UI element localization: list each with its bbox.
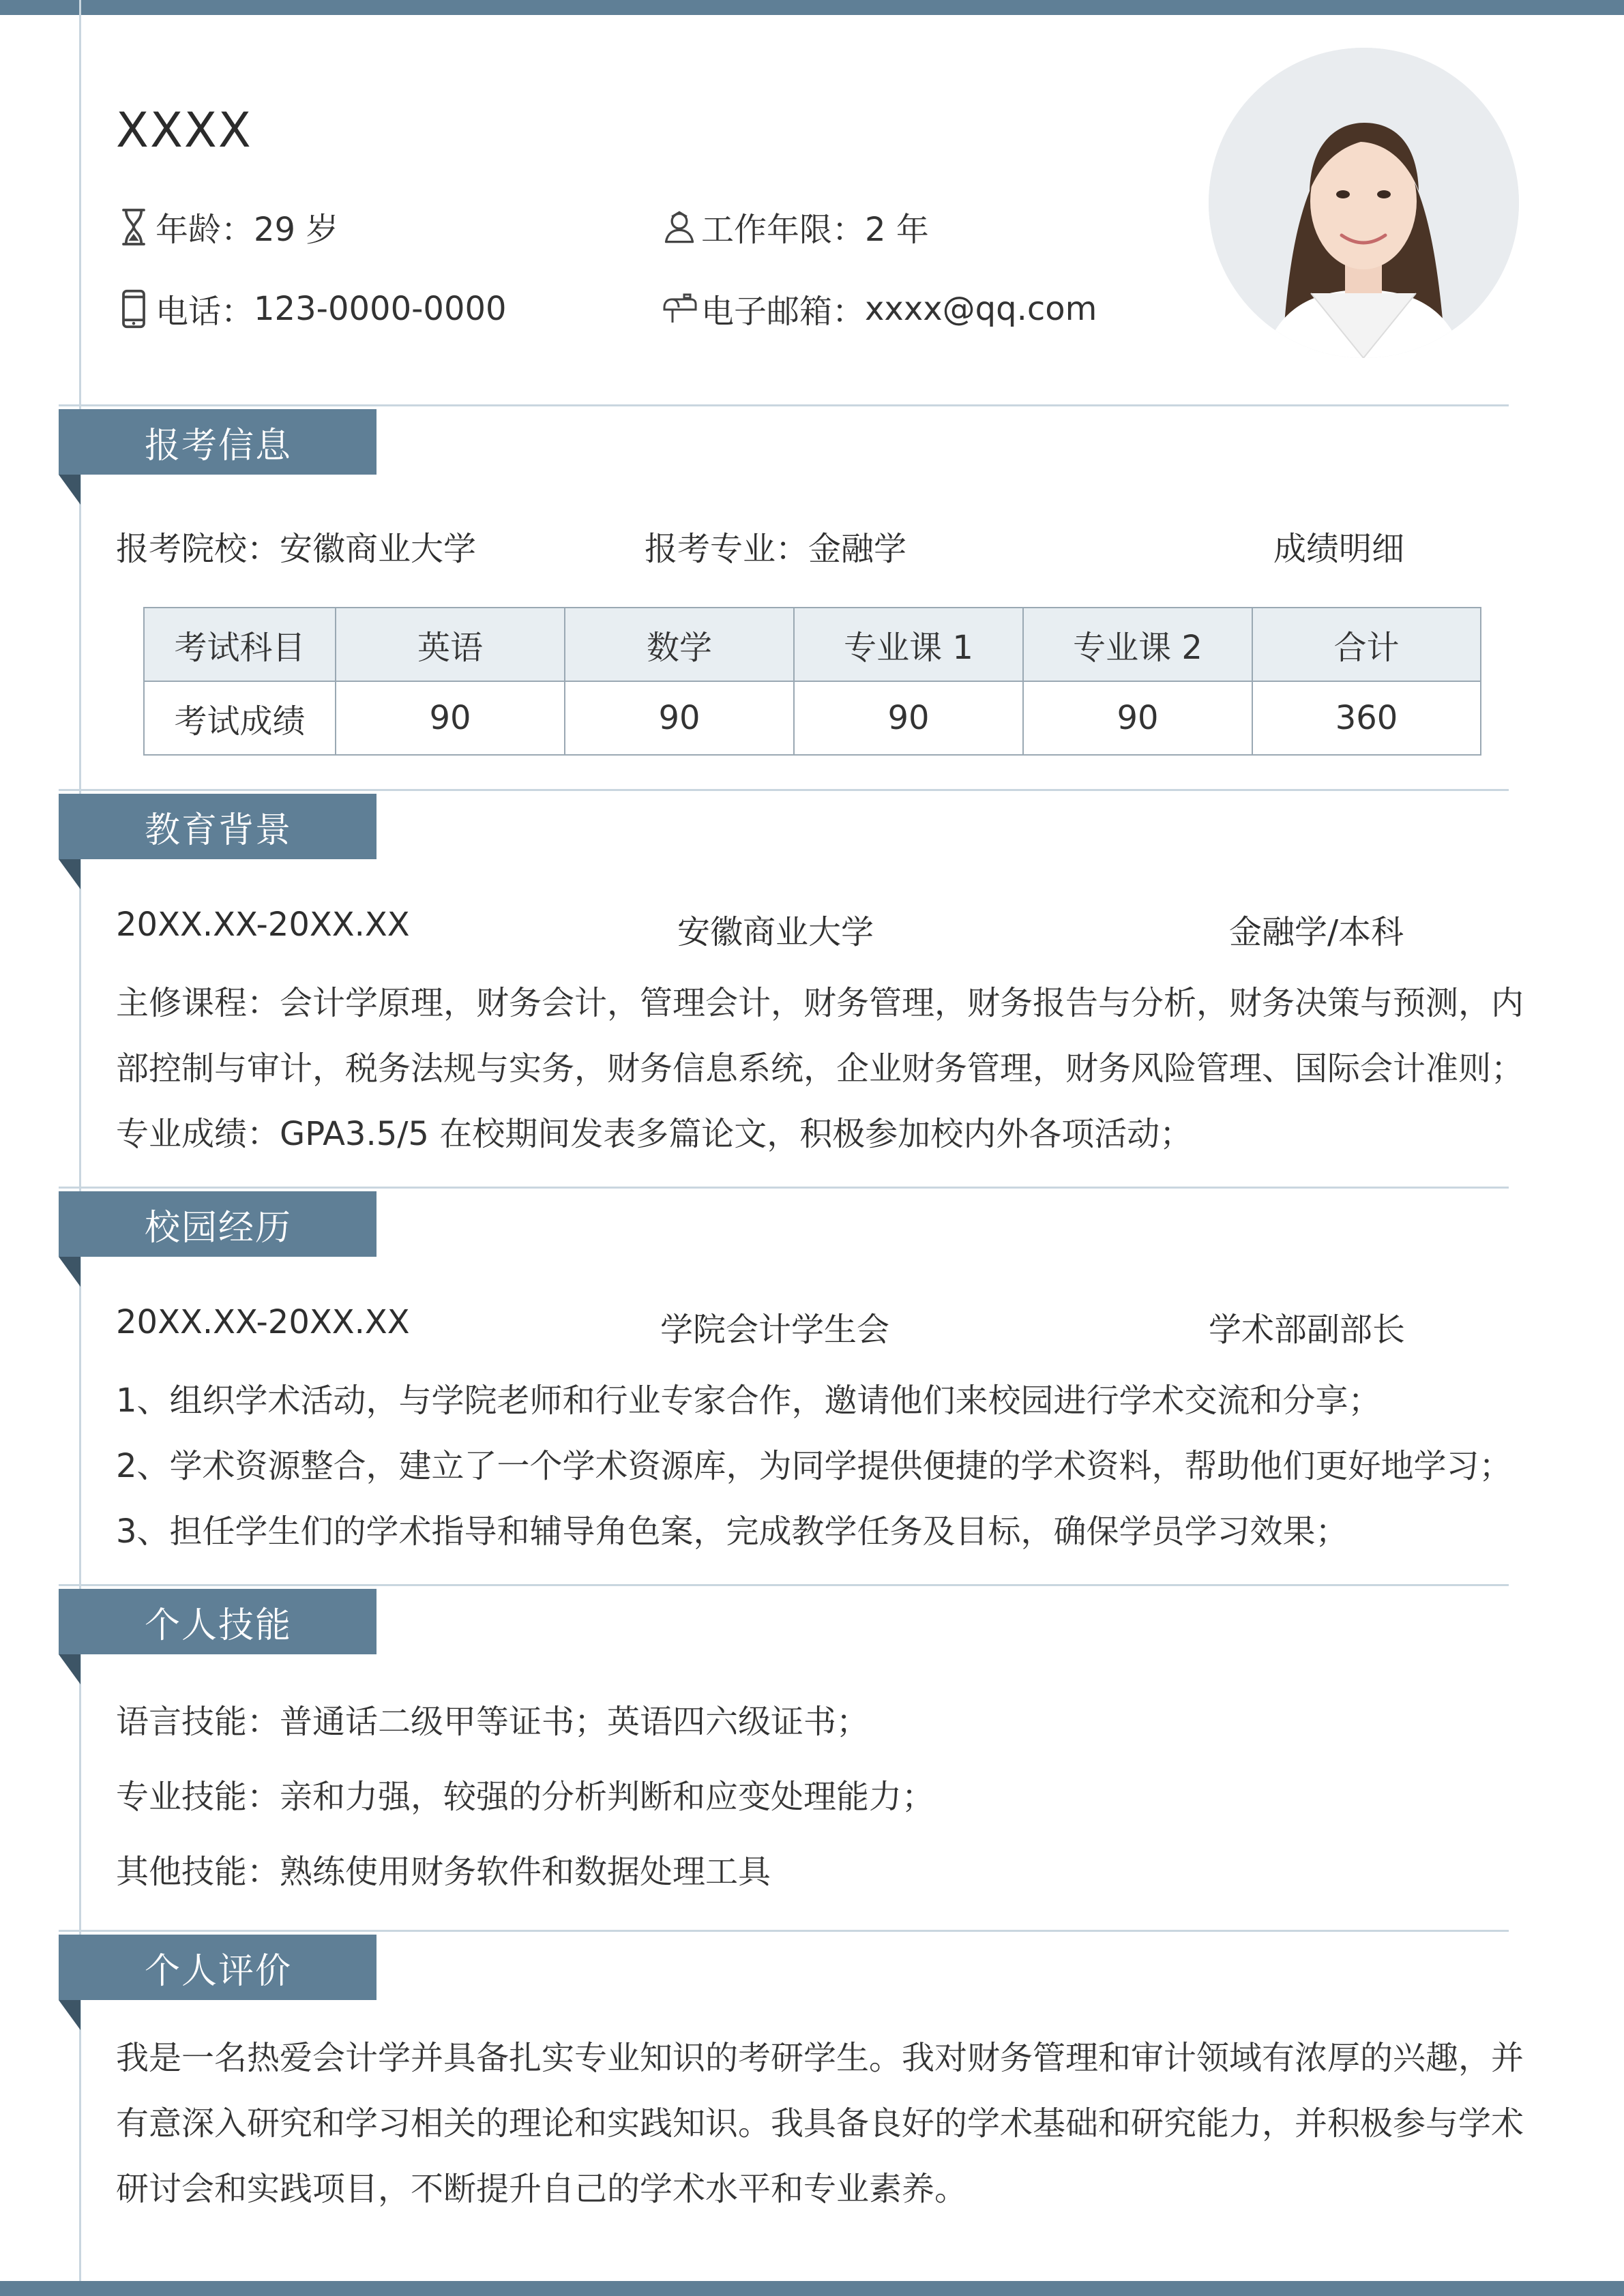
table-header-cell: 考试科目 [144,608,336,681]
table-header-row [144,608,1481,681]
table-header-cell: 数学 [565,608,794,681]
section-fold [59,1654,80,1684]
table-cell: 90 [336,681,565,755]
campus-line: 3、担任学生们的学术指导和辅导角色案，完成教学任务及目标，确保学员学习效果； [116,1512,1348,1551]
profile-photo [1209,48,1519,358]
top-accent-bar [0,0,1624,15]
section-divider [59,1584,1509,1586]
education-degree: 金融学/本科 [1229,913,1404,951]
hourglass-icon [116,207,151,248]
work-years-label: 工作年限： [701,211,866,249]
section-divider [59,1930,1509,1932]
user-icon [662,207,697,248]
score-table [143,607,1481,756]
evaluation-line: 有意深入研究和学习相关的理论和实践知识。我具备良好的学术基础和研究能力，并积极参与学术 [116,2104,1524,2143]
section-title-education: 教育背景 [59,794,377,859]
phone-value: 123-0000-0000 [254,289,507,328]
work-years-info [662,203,929,250]
campus-line: 2、学术资源整合，建立了一个学术资源库，为同学提供便捷的学术资料，帮助他们更好地学习； [116,1447,1512,1485]
section-title-evaluation: 个人评价 [59,1935,377,2000]
table-header-cell: 专业课 1 [794,608,1023,681]
table-cell: 360 [1252,681,1481,755]
campus-org: 学院会计学生会 [660,1311,890,1349]
section-divider [59,789,1509,791]
apply-major-value: 金融学 [808,530,907,568]
email-value: xxxx@qq.com [865,289,1097,328]
campus-role: 学术部副部长 [1209,1311,1406,1349]
evaluation-line: 研讨会和实践项目，不断提升自己的学术水平和专业素养。 [116,2170,968,2208]
table-header-cell: 合计 [1252,608,1481,681]
table-cell: 考试成绩 [144,681,336,755]
apply-school-label: 报考院校： [116,530,280,568]
age-label: 年龄： [156,211,254,249]
apply-school-value: 安徽商业大学 [280,530,477,568]
section-divider [59,1187,1509,1189]
section-fold [59,475,80,505]
section-title-skills: 个人技能 [59,1589,377,1654]
education-school: 安徽商业大学 [677,913,874,951]
email-info [662,285,1097,332]
campus-line: 1、组织学术活动，与学院老师和行业专家合作，邀请他们来校园进行学术交流和分享； [116,1382,1381,1420]
evaluation-line: 我是一名热爱会计学并具备扎实专业知识的考研学生。我对财务管理和审计领域有浓厚的兴趣，并 [116,2039,1524,2077]
skill-line: 语言技能：普通话二级甲等证书；英语四六级证书； [116,1703,870,1741]
table-header-cell: 专业课 2 [1023,608,1252,681]
table-cell: 90 [794,681,1023,755]
education-line: 部控制与审计，税务法规与实务，财务信息系统，企业财务管理，财务风险管理、国际会计准则； [116,1049,1524,1088]
education-period: 20XX.XX-20XX.XX [116,906,410,944]
skill-line: 其他技能：熟练使用财务软件和数据处理工具 [116,1853,771,1891]
apply-major-label: 报考专业： [645,530,809,568]
evaluation-details [116,2025,1524,2222]
section-fold [59,859,80,889]
score-detail-label: 成绩明细 [1273,530,1405,568]
table-cell: 90 [1023,681,1252,755]
section-title-campus: 校园经历 [59,1191,377,1257]
age-value: 29 岁 [254,211,339,249]
section-fold [59,2000,80,2030]
phone-info [116,285,507,332]
education-line: 专业成绩：GPA3.5/5 在校期间发表多篇论文，积极参加校内外各项活动； [116,1115,1193,1153]
table-cell: 90 [565,681,794,755]
skills-details [116,1684,1511,1909]
phone-label: 电话： [156,293,254,331]
candidate-name: XXXX [116,102,252,158]
mailbox-icon [662,288,697,329]
skill-line: 专业技能：亲和力强，较强的分析判断和应变处理能力； [116,1778,935,1816]
table-header-cell: 英语 [336,608,565,681]
work-years-value: 2 年 [865,211,929,249]
phone-icon [116,288,151,329]
section-title-apply: 报考信息 [59,409,377,475]
education-line: 主修课程：会计学原理，财务会计，管理会计，财务管理，财务报告与分析，财务决策与预测，内 [116,984,1524,1022]
section-fold [59,1257,80,1287]
campus-period: 20XX.XX-20XX.XX [116,1303,410,1341]
campus-details [116,1368,1511,1564]
education-details [116,970,1524,1167]
apply-school [116,522,476,569]
bottom-accent-bar [0,2281,1624,2296]
section-divider [59,404,1509,406]
email-label: 电子邮箱： [701,293,866,331]
age-info [116,203,338,250]
table-row [144,681,1481,755]
apply-major [645,522,906,569]
